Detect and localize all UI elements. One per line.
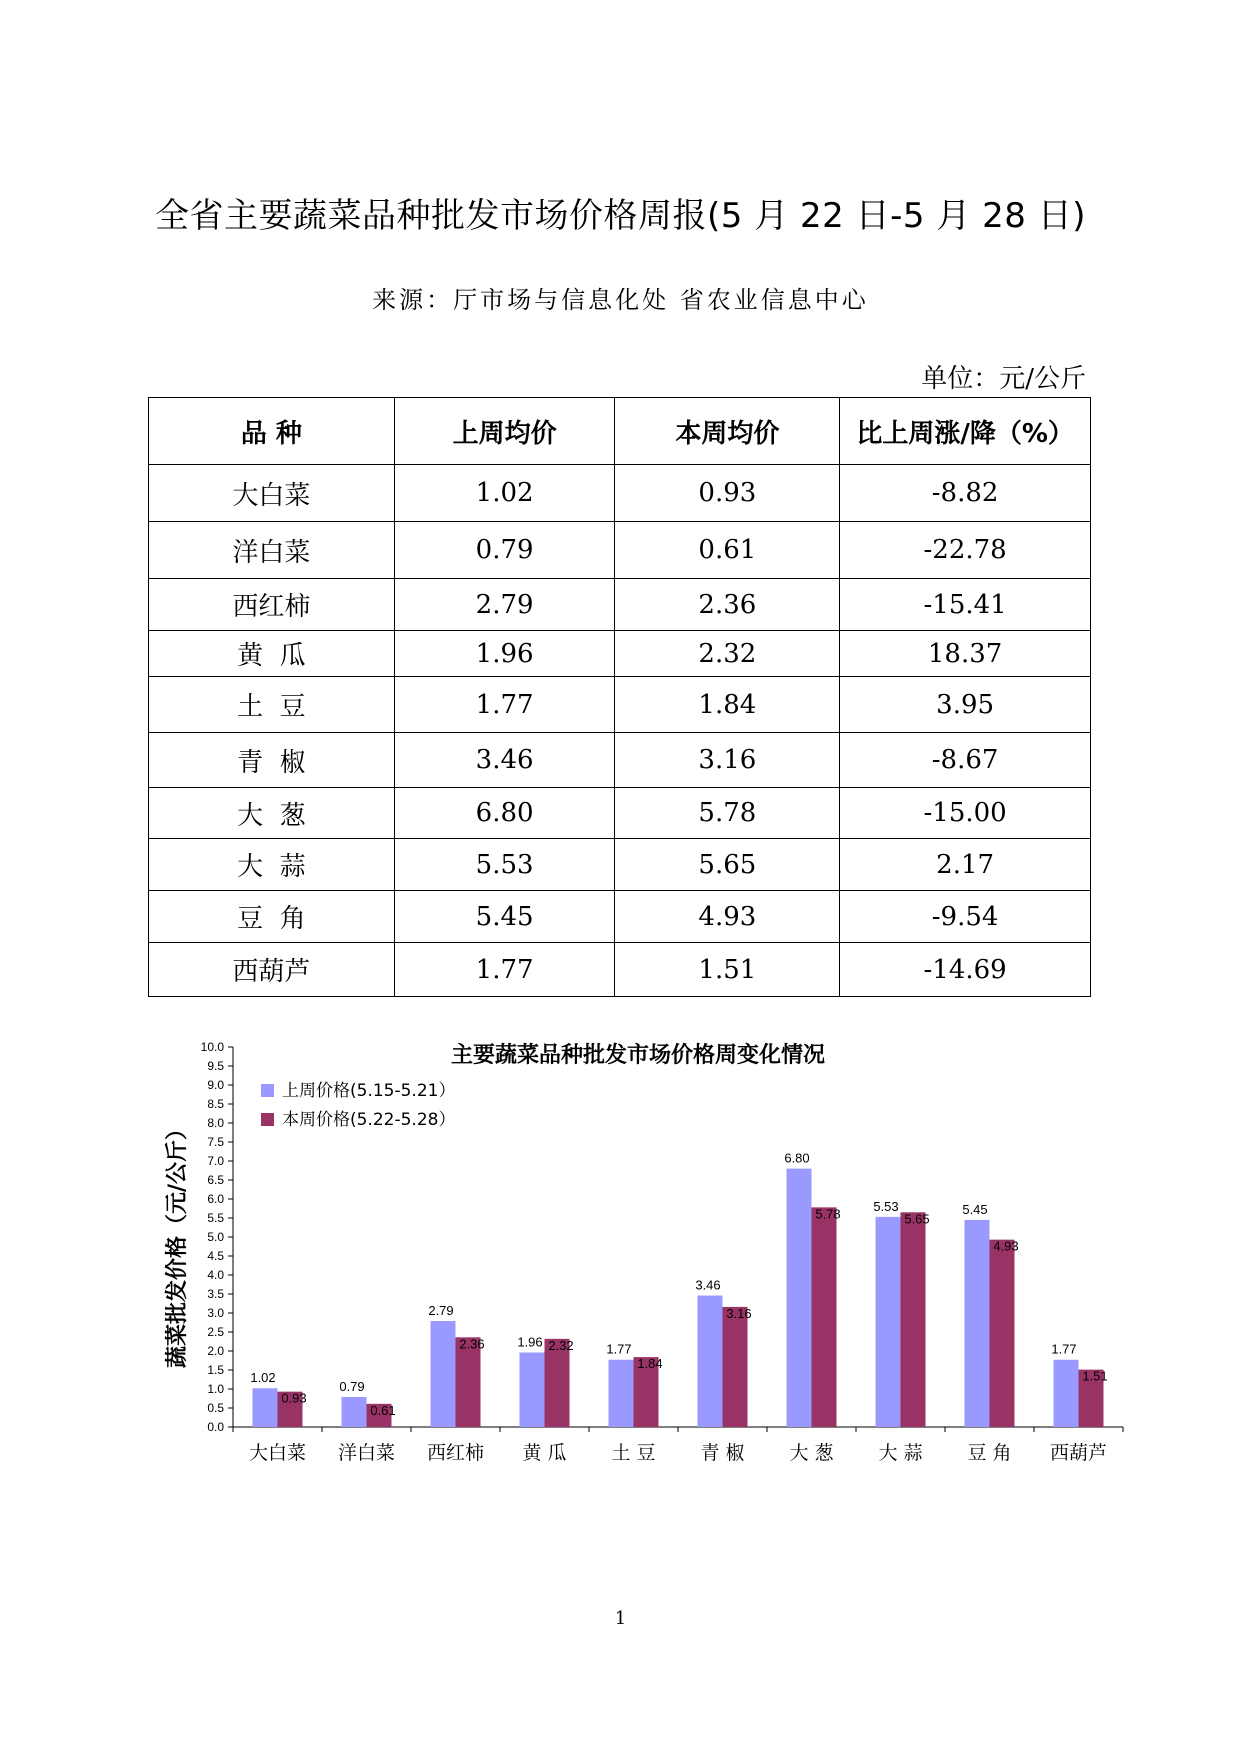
table-row — [149, 839, 1091, 891]
table-row — [149, 891, 1091, 943]
y-tick-label: 7.0 — [207, 1154, 224, 1168]
data-label: 1.77 — [1051, 1341, 1077, 1357]
cell-change: 2.17 — [840, 839, 1091, 891]
price-table — [148, 397, 1091, 997]
legend-label: 本周价格(5.22-5.28） — [282, 1110, 456, 1130]
cell-change: -22.78 — [840, 522, 1091, 579]
x-tick-label: 大 葱 — [789, 1442, 834, 1464]
bar-last-week — [698, 1296, 723, 1427]
cell-last-week: 1.96 — [394, 631, 615, 677]
cell-change: 18.37 — [840, 631, 1091, 677]
cell-last-week: 1.77 — [394, 677, 615, 733]
y-tick-label: 3.5 — [207, 1287, 224, 1301]
table-row — [149, 631, 1091, 677]
page-title: 全省主要蔬菜品种批发市场价格周报(5 月 22 日-5 月 28 日) — [155, 196, 1086, 236]
cell-this-week: 1.84 — [615, 677, 840, 733]
cell-this-week: 5.65 — [615, 839, 840, 891]
y-tick-label: 6.5 — [207, 1173, 224, 1187]
cell-last-week: 3.46 — [394, 733, 615, 788]
cell-variety: 大 葱 — [149, 788, 395, 839]
table-row — [149, 579, 1091, 631]
cell-variety: 洋白菜 — [149, 522, 395, 579]
y-tick-label: 8.5 — [207, 1097, 224, 1111]
y-tick-label: 4.5 — [207, 1249, 224, 1263]
cell-last-week: 5.45 — [394, 891, 615, 943]
y-tick-label: 5.5 — [207, 1211, 224, 1225]
bar-last-week — [253, 1388, 278, 1427]
cell-variety: 青 椒 — [149, 733, 395, 788]
data-label: 0.79 — [339, 1378, 365, 1394]
y-tick-label: 0.0 — [207, 1420, 224, 1434]
chart-title: 主要蔬菜品种批发市场价格周变化情况 — [450, 1042, 826, 1068]
bar-this-week — [990, 1240, 1015, 1427]
cell-variety: 黄 瓜 — [149, 631, 395, 677]
cell-last-week: 0.79 — [394, 522, 615, 579]
bar-last-week — [787, 1169, 812, 1427]
cell-this-week: 5.78 — [615, 788, 840, 839]
data-label: 0.93 — [281, 1390, 307, 1406]
cell-this-week: 0.93 — [615, 465, 840, 522]
cell-change: -8.67 — [840, 733, 1091, 788]
x-tick-label: 大 蒜 — [878, 1442, 923, 1464]
table-header-row — [149, 398, 1091, 465]
price-chart — [148, 1028, 1138, 1548]
table-row — [149, 677, 1091, 733]
x-tick-label: 西葫芦 — [1049, 1442, 1108, 1464]
cell-last-week: 1.77 — [394, 943, 615, 997]
header-variety: 品 种 — [149, 398, 395, 465]
data-label: 1.96 — [517, 1334, 543, 1350]
cell-change: -15.41 — [840, 579, 1091, 631]
table-body — [149, 465, 1091, 997]
cell-this-week: 2.32 — [615, 631, 840, 677]
cell-variety: 西葫芦 — [149, 943, 395, 997]
x-tick-label: 大白菜 — [248, 1442, 307, 1464]
y-tick-label: 9.0 — [207, 1078, 224, 1092]
header-last-week: 上周均价 — [394, 398, 615, 465]
bar-last-week — [1054, 1360, 1079, 1427]
data-label: 2.36 — [459, 1336, 485, 1352]
cell-this-week: 3.16 — [615, 733, 840, 788]
x-tick-label: 洋白菜 — [337, 1442, 396, 1464]
cell-variety: 豆 角 — [149, 891, 395, 943]
cell-last-week: 6.80 — [394, 788, 615, 839]
y-tick-label: 2.0 — [207, 1344, 224, 1358]
table-row — [149, 522, 1091, 579]
cell-last-week: 5.53 — [394, 839, 615, 891]
y-tick-label: 9.5 — [207, 1059, 224, 1073]
y-tick-label: 8.0 — [207, 1116, 224, 1130]
data-label: 1.84 — [637, 1356, 663, 1372]
data-label: 2.79 — [428, 1302, 454, 1318]
y-tick-label: 1.5 — [207, 1363, 224, 1377]
y-tick-label: 1.0 — [207, 1382, 224, 1396]
x-tick-label: 青 椒 — [700, 1442, 745, 1464]
data-label: 1.77 — [606, 1341, 632, 1357]
bar-this-week — [812, 1207, 837, 1427]
price-chart-svg — [148, 1028, 1138, 1548]
cell-last-week: 1.02 — [394, 465, 615, 522]
bar-last-week — [876, 1217, 901, 1427]
table-row — [149, 733, 1091, 788]
bar-last-week — [609, 1360, 634, 1427]
cell-variety: 大白菜 — [149, 465, 395, 522]
y-tick-label: 3.0 — [207, 1306, 224, 1320]
bar-last-week — [965, 1220, 990, 1427]
table-row — [149, 465, 1091, 522]
cell-variety: 土 豆 — [149, 677, 395, 733]
bar-last-week — [520, 1353, 545, 1427]
source-line: 来源：厅市场与信息化处 省农业信息中心 — [372, 286, 869, 314]
cell-change: -14.69 — [840, 943, 1091, 997]
cell-this-week: 1.51 — [615, 943, 840, 997]
cell-change: -9.54 — [840, 891, 1091, 943]
y-tick-label: 10.0 — [200, 1040, 224, 1054]
cell-this-week: 2.36 — [615, 579, 840, 631]
y-tick-label: 0.5 — [207, 1401, 224, 1415]
data-label: 5.78 — [815, 1206, 841, 1222]
legend-swatch — [261, 1084, 274, 1097]
data-label: 1.02 — [250, 1370, 276, 1386]
cell-change: -8.82 — [840, 465, 1091, 522]
y-tick-label: 6.0 — [207, 1192, 224, 1206]
data-label: 0.61 — [370, 1402, 396, 1418]
cell-change: -15.00 — [840, 788, 1091, 839]
data-label: 5.65 — [904, 1211, 930, 1227]
y-tick-label: 2.5 — [207, 1325, 224, 1339]
data-label: 2.32 — [548, 1337, 574, 1353]
cell-last-week: 2.79 — [394, 579, 615, 631]
legend-label: 上周价格(5.15-5.21） — [282, 1081, 456, 1101]
data-label: 5.53 — [873, 1198, 899, 1214]
data-label: 5.45 — [962, 1201, 988, 1217]
data-label: 3.16 — [726, 1305, 752, 1321]
bar-this-week — [901, 1212, 926, 1427]
data-label: 1.51 — [1082, 1368, 1108, 1384]
bar-last-week — [431, 1321, 456, 1427]
cell-variety: 大 蒜 — [149, 839, 395, 891]
x-tick-label: 土 豆 — [611, 1442, 656, 1464]
y-tick-label: 4.0 — [207, 1268, 224, 1282]
y-axis-label: 蔬菜批发价格（元/公斤） — [164, 1117, 190, 1369]
data-label: 4.93 — [993, 1238, 1019, 1254]
x-tick-label: 豆 角 — [967, 1442, 1012, 1464]
cell-variety: 西红柿 — [149, 579, 395, 631]
page-number: 1 — [614, 1608, 627, 1629]
header-this-week: 本周均价 — [615, 398, 840, 465]
legend-swatch — [261, 1113, 274, 1126]
cell-change: 3.95 — [840, 677, 1091, 733]
cell-this-week: 4.93 — [615, 891, 840, 943]
data-label: 6.80 — [784, 1150, 810, 1166]
bar-last-week — [342, 1397, 367, 1427]
header-change: 比上周涨/降（%） — [840, 398, 1091, 465]
data-label: 3.46 — [695, 1277, 721, 1293]
unit-label: 单位：元/公斤 — [921, 364, 1086, 394]
x-tick-label: 黄 瓜 — [522, 1442, 567, 1464]
table-row — [149, 788, 1091, 839]
table-row — [149, 943, 1091, 997]
x-tick-label: 西红柿 — [426, 1442, 485, 1464]
y-tick-label: 7.5 — [207, 1135, 224, 1149]
y-tick-label: 5.0 — [207, 1230, 224, 1244]
cell-this-week: 0.61 — [615, 522, 840, 579]
bar-this-week — [723, 1307, 748, 1427]
